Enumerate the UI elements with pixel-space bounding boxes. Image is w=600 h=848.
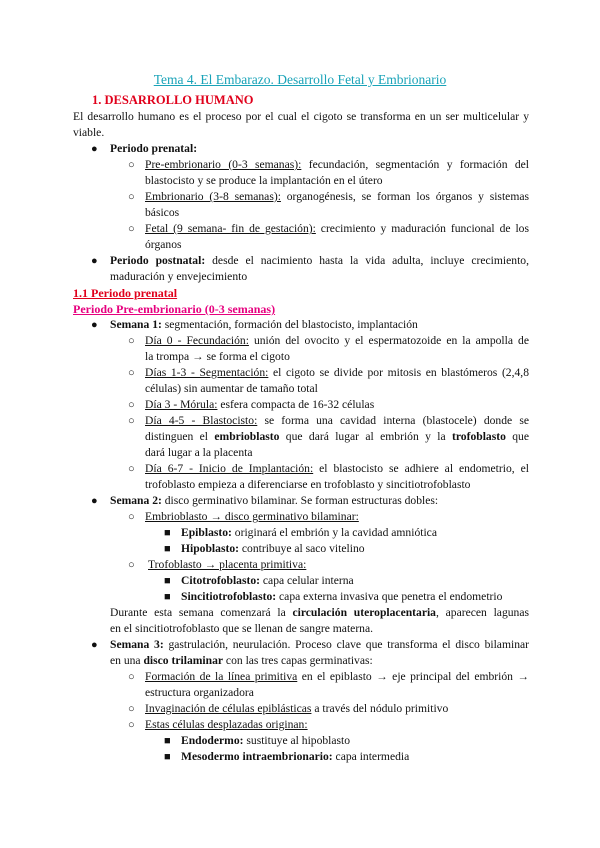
bullet-disc: ● bbox=[91, 255, 98, 267]
week2-text: disco germinativo bilaminar. Se forman estructuras dobles: bbox=[161, 494, 439, 507]
bullet-square: ■ bbox=[164, 543, 171, 555]
day0-line-1 bbox=[145, 333, 529, 349]
postnatal-line-1 bbox=[110, 253, 529, 269]
day4-5-text: se forma una cavidad interna (blastocele) donde se bbox=[257, 414, 529, 427]
day4-5-line-3: dará lugar a la placenta bbox=[145, 446, 253, 459]
section-periodo-prenatal: 1.1 Periodo prenatal bbox=[73, 286, 178, 300]
bullet-square: ■ bbox=[164, 527, 171, 539]
week2-paragraph-line-1 bbox=[110, 605, 529, 621]
postnatal-text: desde el nacimiento hasta la vida adulta, incluye crecimiento, bbox=[205, 254, 530, 267]
week3-line-2 bbox=[110, 653, 373, 669]
day4-5-line-2 bbox=[145, 429, 529, 445]
postnatal-label: Periodo postnatal: bbox=[110, 254, 206, 267]
term-disco-trilaminar: disco trilaminar bbox=[143, 654, 224, 667]
day1-3-line-1 bbox=[145, 365, 529, 381]
invaginacion-line bbox=[145, 701, 448, 717]
bullet-square: ■ bbox=[164, 575, 171, 587]
day1-3-text: el cigoto se divide por mitosis en blastómeros (2,4,8 bbox=[268, 366, 529, 379]
term-trofoblasto: trofoblasto bbox=[452, 430, 506, 443]
term-circulacion-uteroplacentaria: circulación uteroplacentaria bbox=[292, 606, 436, 619]
bullet-circle: ○ bbox=[128, 191, 135, 203]
bullet-circle: ○ bbox=[128, 223, 135, 235]
citotrofoblasto-line bbox=[181, 573, 354, 589]
endodermo-line bbox=[181, 733, 350, 749]
prenatal-item-text: básicos bbox=[145, 206, 180, 219]
prenatal-item-text: organogénesis, se forman los órganos y sistemas bbox=[280, 190, 529, 203]
bullet-circle: ○ bbox=[128, 703, 135, 715]
linea-primitiva-line-1 bbox=[145, 669, 529, 685]
bullet-circle: ○ bbox=[128, 159, 135, 171]
day0-label: Día 0 - Fecundación: bbox=[145, 334, 249, 347]
week2-label: Semana 2: bbox=[110, 494, 162, 507]
bullet-circle: ○ bbox=[128, 399, 135, 411]
term-sincitiotrofoblasto: Sincitiotrofoblasto: bbox=[181, 590, 277, 603]
week1-line bbox=[110, 317, 418, 333]
linea-primitiva-text: en el epiblasto → eje principal del embrión → bbox=[297, 670, 529, 683]
epiblasto-text: originará el embrión y la cavidad amniótica bbox=[231, 526, 437, 539]
prenatal-item-text: fecundación, segmentación y formación del bbox=[301, 158, 530, 171]
endodermo-text: sustituye al hipoblasto bbox=[243, 734, 351, 747]
day6-7-label: Día 6-7 - Inicio de Implantación: bbox=[145, 462, 314, 475]
term-endodermo: Endodermo: bbox=[181, 734, 244, 747]
bullet-circle: ○ bbox=[128, 335, 135, 347]
bullet-circle: ○ bbox=[128, 671, 135, 683]
day0-line-2: la trompa → se forma el cigoto bbox=[145, 350, 290, 363]
subsection-periodo-preembrionario: Periodo Pre-embrionario (0-3 semanas) bbox=[73, 302, 276, 316]
day4-5-text: que dará lugar al embrión y la bbox=[279, 430, 452, 443]
term-embrioblasto: embrioblasto bbox=[214, 430, 280, 443]
day4-5-line-1 bbox=[145, 413, 529, 429]
bullet-disc: ● bbox=[91, 639, 98, 651]
week3-line-1 bbox=[110, 637, 529, 653]
day3-line bbox=[145, 397, 374, 413]
sincitiotrofoblasto-text: capa externa invasiva que penetra el endometrio bbox=[276, 590, 503, 603]
hipoblasto-text: contribuye al saco vitelino bbox=[238, 542, 365, 555]
postnatal-line-2: maduración y envejecimiento bbox=[110, 270, 248, 283]
week1-label: Semana 1: bbox=[110, 318, 162, 331]
bullet-square: ■ bbox=[164, 751, 171, 763]
bullet-circle: ○ bbox=[128, 559, 135, 571]
day6-7-line-1 bbox=[145, 461, 529, 477]
week1-text: segmentación, formación del blastocisto, implantación bbox=[161, 318, 418, 331]
heading-desarrollo-humano: 1. DESARROLLO HUMANO bbox=[92, 93, 254, 107]
bullet-circle: ○ bbox=[128, 511, 135, 523]
intro-line-2: viable. bbox=[73, 126, 105, 139]
hipoblasto-line bbox=[181, 541, 365, 557]
day6-7-text: el blastocisto se adhiere al endometrio, el bbox=[313, 462, 530, 475]
linea-primitiva-label: Formación de la línea primitiva bbox=[145, 670, 298, 683]
term-hipoblasto: Hipoblasto: bbox=[181, 542, 239, 555]
week2-paragraph-text: Durante esta semana comenzará la bbox=[110, 606, 293, 619]
day4-5-text: distinguen el bbox=[145, 430, 215, 443]
bullet-disc: ● bbox=[91, 143, 98, 155]
embrioblasto-heading: Embrioblasto → disco germinativo bilaminar: bbox=[145, 510, 359, 523]
prenatal-item-fetal bbox=[145, 221, 529, 237]
invaginacion-text: a través del nódulo primitivo bbox=[311, 702, 449, 715]
bullet-circle: ○ bbox=[128, 367, 135, 379]
bullet-circle: ○ bbox=[128, 463, 135, 475]
prenatal-item-text: crecimiento y maduración funcional de los bbox=[315, 222, 529, 235]
sincitiotrofoblasto-line bbox=[181, 589, 502, 605]
prenatal-item-label: Fetal (9 semana- fin de gestación): bbox=[145, 222, 316, 235]
term-citotrofoblasto: Citotrofoblasto: bbox=[181, 574, 260, 587]
day3-text: esfera compacta de 16-32 células bbox=[217, 398, 375, 411]
celulas-desplazadas-heading: Estas células desplazadas originan: bbox=[145, 718, 308, 731]
day4-5-text: que bbox=[505, 430, 529, 443]
prenatal-item-label: Pre-embrionario (0-3 semanas): bbox=[145, 158, 302, 171]
prenatal-item-label: Embrionario (3-8 semanas): bbox=[145, 190, 281, 203]
day0-text: unión del ovocito y el espermatozoide en la ampolla de bbox=[248, 334, 529, 347]
bullet-disc: ● bbox=[91, 495, 98, 507]
day4-5-label: Día 4-5 - Blastocisto: bbox=[145, 414, 258, 427]
document-title: Tema 4. El Embarazo. Desarrollo Fetal y Embrionario bbox=[153, 72, 447, 87]
term-mesodermo-intraembrionario: Mesodermo intraembrionario: bbox=[181, 750, 333, 763]
trofoblasto-heading: Trofoblasto → placenta primitiva: bbox=[148, 558, 307, 571]
week3-text: con las tres capas germinativas: bbox=[223, 654, 373, 667]
week3-text: en una bbox=[110, 654, 144, 667]
day1-3-line-2: células) sin aumentar de tamaño total bbox=[145, 382, 318, 395]
bullet-square: ■ bbox=[164, 735, 171, 747]
linea-primitiva-line-2: estructura organizadora bbox=[145, 686, 254, 699]
intro-line-1: El desarrollo humano es el proceso por el cual el cigoto se transforma en un ser multicelular y bbox=[73, 110, 529, 123]
bullet-circle: ○ bbox=[128, 719, 135, 731]
prenatal-label: Periodo prenatal: bbox=[110, 142, 198, 155]
week2-paragraph-line-2: en el sincitiotrofoblasto que se llenan de sangre materna. bbox=[110, 622, 374, 635]
mesodermo-text: capa intermedia bbox=[332, 750, 410, 763]
day6-7-line-2: trofoblasto empieza a diferenciarse en trofoblasto y sincitiotrofoblasto bbox=[145, 478, 471, 491]
citotrofoblasto-text: capa celular interna bbox=[260, 574, 354, 587]
bullet-disc: ● bbox=[91, 319, 98, 331]
invaginacion-label: Invaginación de células epiblásticas bbox=[145, 702, 312, 715]
prenatal-item-text: órganos bbox=[145, 238, 182, 251]
day1-3-label: Días 1-3 - Segmentación: bbox=[145, 366, 269, 379]
bullet-square: ■ bbox=[164, 591, 171, 603]
bullet-circle: ○ bbox=[128, 415, 135, 427]
term-epiblasto: Epiblasto: bbox=[181, 526, 232, 539]
epiblasto-line bbox=[181, 525, 437, 541]
day3-label: Día 3 - Mórula: bbox=[145, 398, 218, 411]
prenatal-item-embrionario bbox=[145, 189, 529, 205]
week3-label: Semana 3: bbox=[110, 638, 164, 651]
week3-text: gastrulación, neurulación. Proceso clave que transforma el disco bilaminar bbox=[163, 638, 529, 651]
week2-line bbox=[110, 493, 438, 509]
mesodermo-line bbox=[181, 749, 409, 765]
prenatal-item-text: blastocisto y se produce la implantación en el útero bbox=[145, 174, 383, 187]
prenatal-item-preembrionario bbox=[145, 157, 529, 173]
week2-paragraph-text: , aparecen lagunas bbox=[435, 606, 529, 619]
